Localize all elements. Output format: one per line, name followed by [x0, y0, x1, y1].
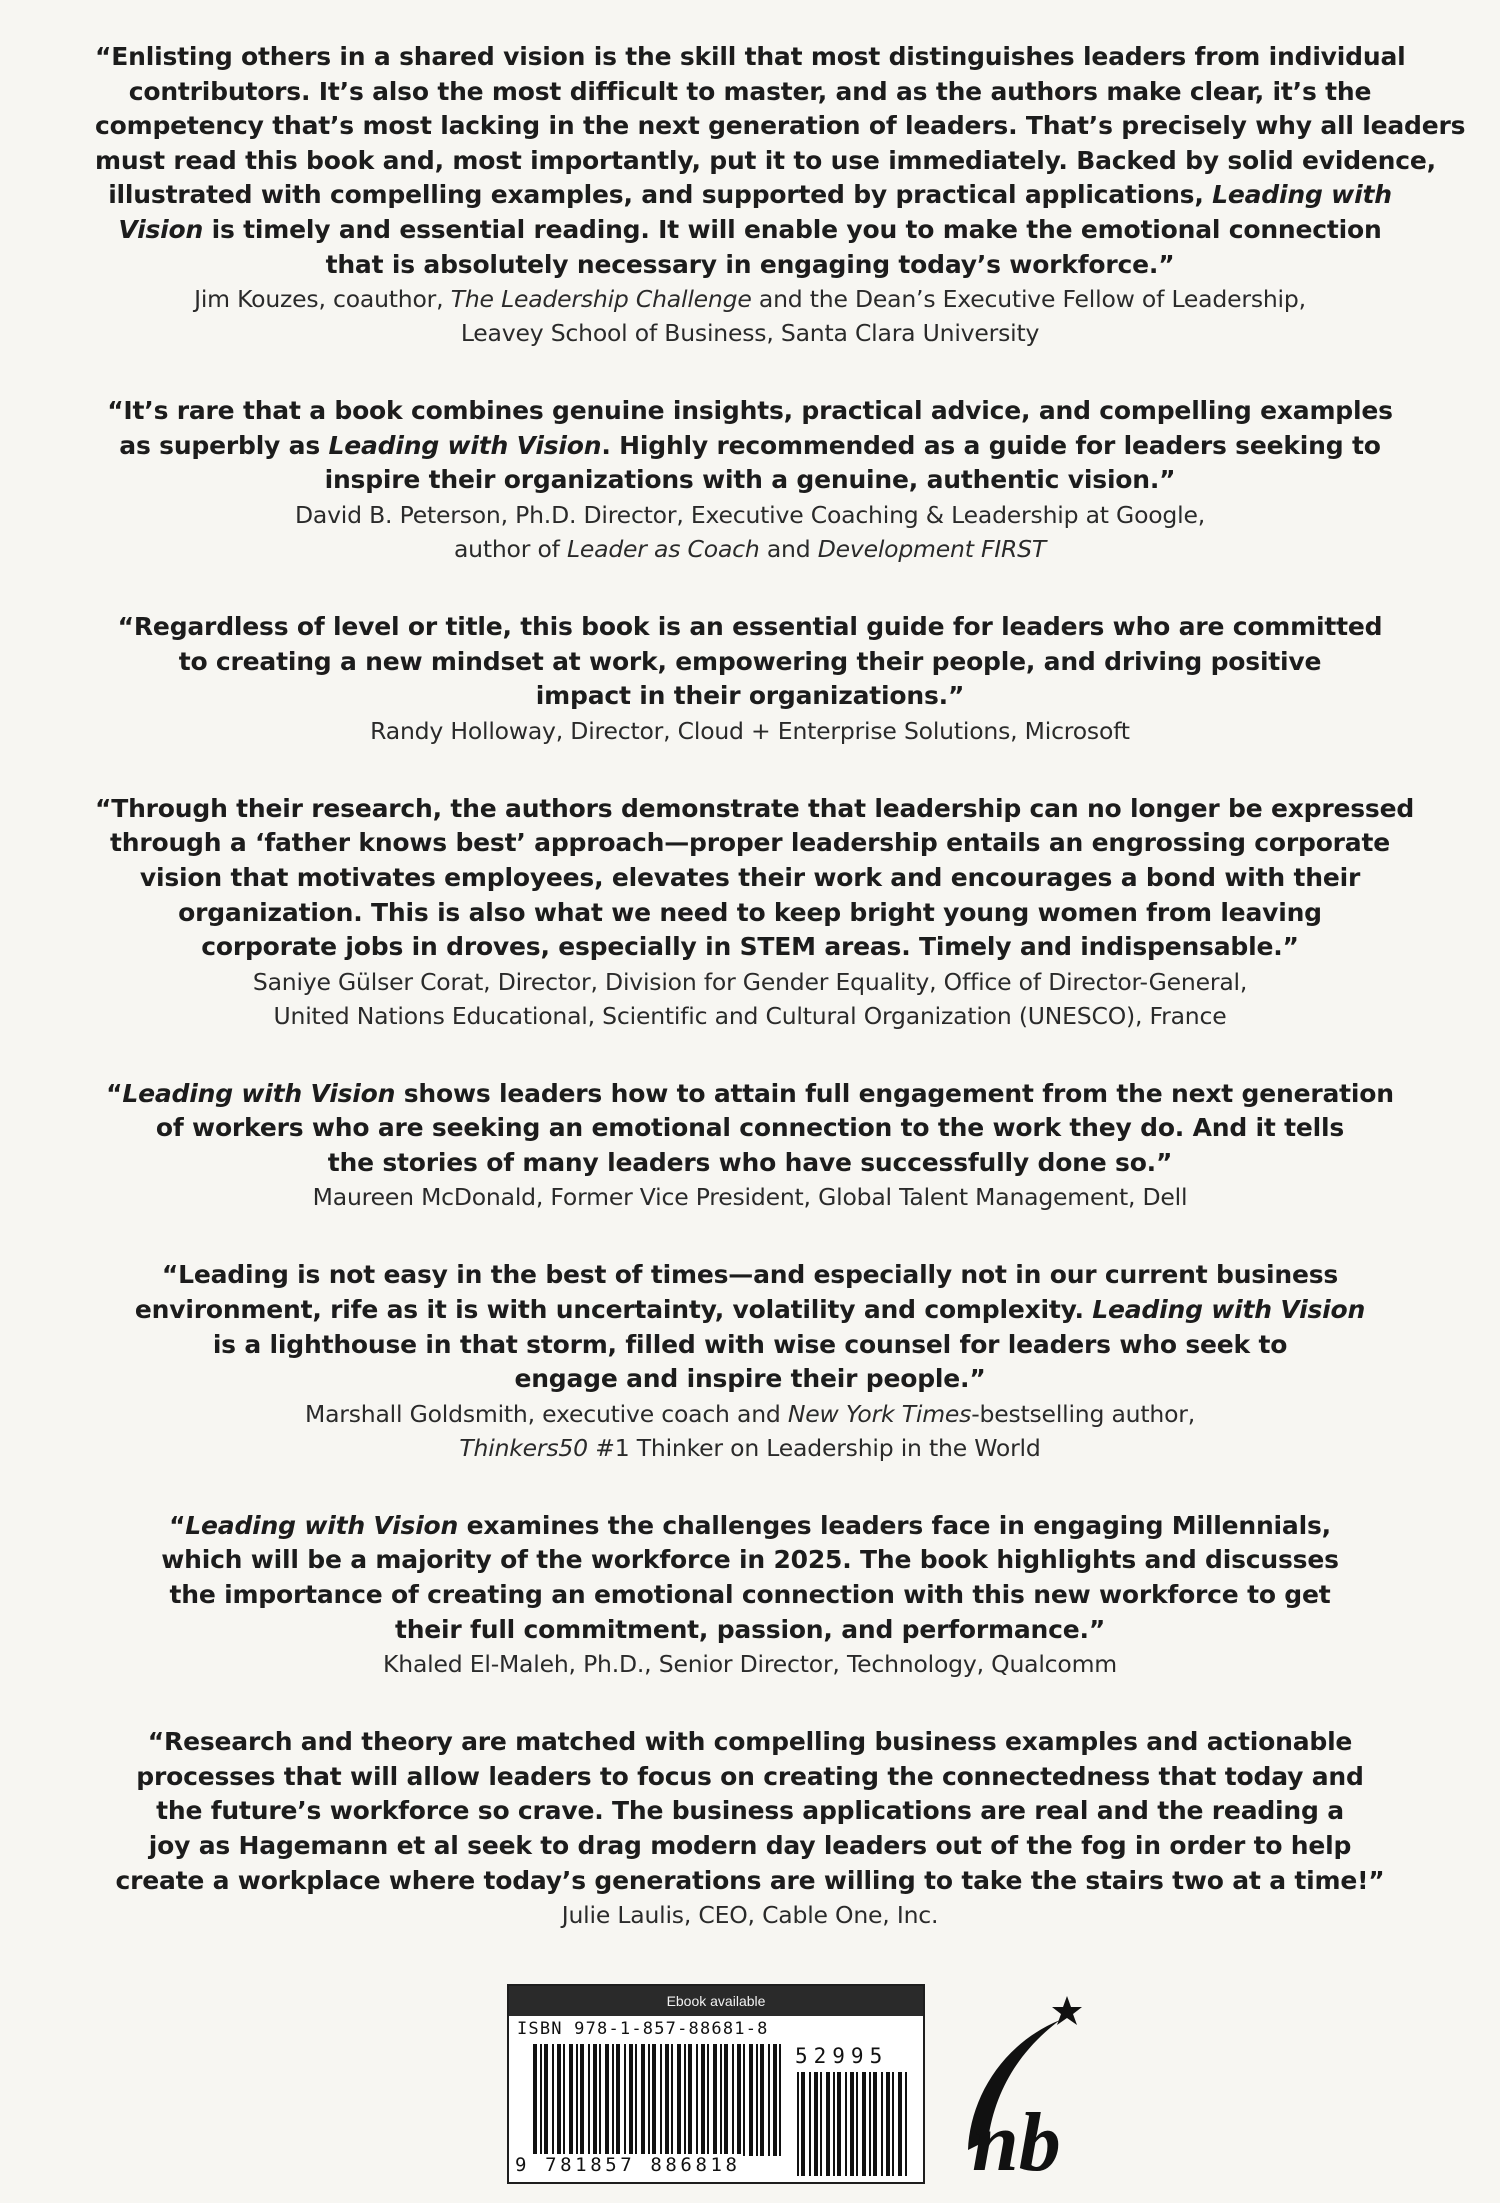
blurb-el-maleh — [95, 1509, 1405, 1681]
attribution: Julie Laulis, CEO, Cable One, Inc. — [561, 1901, 939, 1930]
blurb-laulis — [95, 1725, 1405, 1932]
barcode-bar — [833, 2072, 835, 2176]
barcode-bar — [671, 2044, 673, 2156]
quote: “It’s rare that a book combines genuine insights, practical advice, and compelling examples as superbly as Leading with Vision. Highly recommended as a guide for leaders seeking to inspire their organizations with a genuine, authentic vision.” — [107, 396, 1393, 495]
blurb-mcdonald — [95, 1077, 1405, 1215]
barcode-bar — [701, 2044, 705, 2156]
addon-barcode — [795, 2072, 913, 2176]
attribution: Marshall Goldsmith, executive coach and New York Times-bestselling author, Thinkers50 #1 Thinker on Leadership in the World — [305, 1399, 1195, 1462]
barcode-bar — [850, 2072, 854, 2176]
publisher-logo — [950, 1990, 1090, 2180]
main-barcode — [531, 2044, 786, 2156]
attribution: Khaled El-Maleh, Ph.D., Senior Director, Technology, Qualcomm — [383, 1650, 1117, 1679]
barcode-bar — [856, 2072, 858, 2176]
blurb-holloway — [95, 610, 1405, 748]
attribution: Randy Holloway, Director, Cloud + Enterprise Solutions, Microsoft — [370, 716, 1130, 745]
attribution: Maureen McDonald, Former Vice President, Global Talent Management, Dell — [312, 1183, 1188, 1212]
barcode-bar — [688, 2044, 692, 2156]
blurb-kouzes — [95, 40, 1466, 350]
barcode-bar — [756, 2044, 758, 2156]
blurb-peterson — [95, 394, 1405, 566]
quote: “Research and theory are matched with compelling business examples and actionable processes that will allow leaders to focus on creating the connectedness that today and the future’s workforce so crave. The business applications are real and the reading a joy as Hagemann et al seek to drag modern day leaders out of the fog in order to help create a workplace where today’s generations are willing to take the stairs two at a time!” — [115, 1727, 1385, 1895]
barcode-bar — [599, 2044, 601, 2156]
ebook-available-band: Ebook available — [509, 1986, 923, 2016]
barcode-bar — [612, 2044, 614, 2156]
barcode-bar — [713, 2044, 717, 2156]
barcode-bar — [809, 2072, 811, 2176]
barcode-bar — [779, 2044, 781, 2156]
barcode-bar — [898, 2072, 902, 2176]
barcode-bar — [557, 2044, 561, 2156]
barcode-bar — [737, 2044, 741, 2156]
barcode-bar — [569, 2044, 573, 2156]
barcode-bar — [724, 2044, 728, 2156]
barcode-bar — [580, 2044, 584, 2156]
barcode-bar — [826, 2072, 830, 2176]
barcode-bar — [797, 2072, 799, 2176]
barcode-bar — [749, 2044, 753, 2156]
attribution: David B. Peterson, Ph.D. Director, Executive Coaching & Leadership at Google, author of Leader as Coach and Development FIRST — [294, 500, 1206, 563]
quote: “Leading with Vision examines the challenges leaders face in engaging Millennials, which will be a majority of the workforce in 2025. The book highlights and discusses the importance of creating an emotional connection with this new workforce to get their full commitment, passion, and performance.” — [161, 1510, 1339, 1644]
barcode-bar — [760, 2044, 764, 2156]
barcode-bar — [862, 2072, 866, 2176]
barcode-bar — [576, 2044, 578, 2156]
barcode-bar — [533, 2044, 537, 2156]
barcode-bar — [593, 2044, 597, 2156]
blurb-corat — [95, 792, 1415, 1033]
publisher-logo-text: nb — [972, 2096, 1061, 2180]
barcode-bar — [588, 2044, 590, 2156]
barcode-bar — [905, 2072, 907, 2176]
barcode-bar — [707, 2044, 709, 2156]
star-icon — [1052, 1996, 1082, 2025]
barcode-bar — [665, 2044, 669, 2156]
barcode-bar — [801, 2072, 805, 2176]
quote: “Through their research, the authors demonstrate that leadership can no longer be expressed through a ‘father knows best’ approach—proper leadership entails an engrossing corporate vision that motivates employees, elevates their work and encourages a bond with their organization. This is also what we need to keep bright young women from leaving corporate jobs in droves, especially in STEM areas. Timely and indispensable.” — [95, 793, 1415, 962]
attribution: Jim Kouzes, coauthor, The Leadership Challenge and the Dean’s Executive Fellow of Leadership, Leavey School of Business, Santa Clara University — [194, 285, 1306, 348]
barcode-bar — [648, 2044, 650, 2156]
barcode-bar — [641, 2044, 645, 2156]
barcode-bar — [616, 2044, 620, 2156]
barcode-bar — [660, 2044, 662, 2156]
barcode-bar — [886, 2072, 890, 2176]
barcode-bar — [605, 2044, 609, 2156]
barcode-digits: 9 781857 886818 — [515, 2154, 741, 2176]
barcode-bar — [743, 2044, 745, 2156]
attribution: Saniye Gülser Corat, Director, Division for Gender Equality, Office of Director-General, United Nations Educational, Scientific and Cultural Organization (UNESCO), France — [252, 967, 1248, 1030]
barcode-bar — [881, 2072, 883, 2176]
isbn-text: ISBN 978-1-857-88681-8 — [517, 2019, 769, 2039]
barcode-bar — [845, 2072, 847, 2176]
barcode-bar — [837, 2072, 841, 2176]
barcode-bar — [684, 2044, 686, 2156]
barcode-bar — [635, 2044, 637, 2156]
barcode-bar — [696, 2044, 698, 2156]
barcode-bar — [820, 2072, 822, 2176]
barcode-bar — [814, 2072, 818, 2176]
barcode-bar — [624, 2044, 626, 2156]
isbn-barcode-box — [507, 1984, 925, 2184]
barcode-bar — [629, 2044, 633, 2156]
barcode-bar — [540, 2044, 542, 2156]
barcode-bar — [773, 2044, 777, 2156]
quote: “Regardless of level or title, this book is an essential guide for leaders who are committed to creating a new mindset at work, empowering their people, and driving positive impact in their organizations.” — [117, 611, 1383, 711]
endorsements — [95, 40, 1466, 1976]
quote: “Enlisting others in a shared vision is the skill that most distinguishes leaders from individual contributors. It’s also the most difficult to master, and as the authors make clear, it’s the competency that’s most lacking in the next generation of leaders. That’s precisely why all leaders must read this book and, most importantly, put it to use immediately. Backed by solid evidence, illustrated with compelling examples, and supported by practical applications, Leading with Vision is timely and essential reading. It will enable you to make the emotional connection that is absolutely necessary in engaging today’s workforce.” — [95, 42, 1466, 279]
quote: “Leading with Vision shows leaders how to attain full engagement from the next generation of workers who are seeking an emotional connection to the work they do. And it tells the stories of many leaders who have successfully done so.” — [106, 1078, 1394, 1177]
barcode-bar — [720, 2044, 722, 2156]
barcode-bar — [552, 2044, 554, 2156]
price-code: 52995 — [795, 2044, 889, 2068]
barcode-bar — [768, 2044, 770, 2156]
blurb-goldsmith — [95, 1258, 1405, 1464]
barcode-bar — [544, 2044, 548, 2156]
barcode-bar — [652, 2044, 656, 2156]
barcode-bar — [869, 2072, 871, 2176]
barcode-bar — [732, 2044, 734, 2156]
barcode-bar — [677, 2044, 681, 2156]
barcode-bar — [563, 2044, 565, 2156]
barcode-bar — [873, 2072, 877, 2176]
barcode-bar — [892, 2072, 894, 2176]
quote: “Leading is not easy in the best of times—and especially not in our current business environment, rife as it is with uncertainty, volatility and complexity. Leading with Vision is a lighthouse in that storm, filled with wise counsel for leaders who seek to engage and inspire their people.” — [134, 1260, 1366, 1394]
